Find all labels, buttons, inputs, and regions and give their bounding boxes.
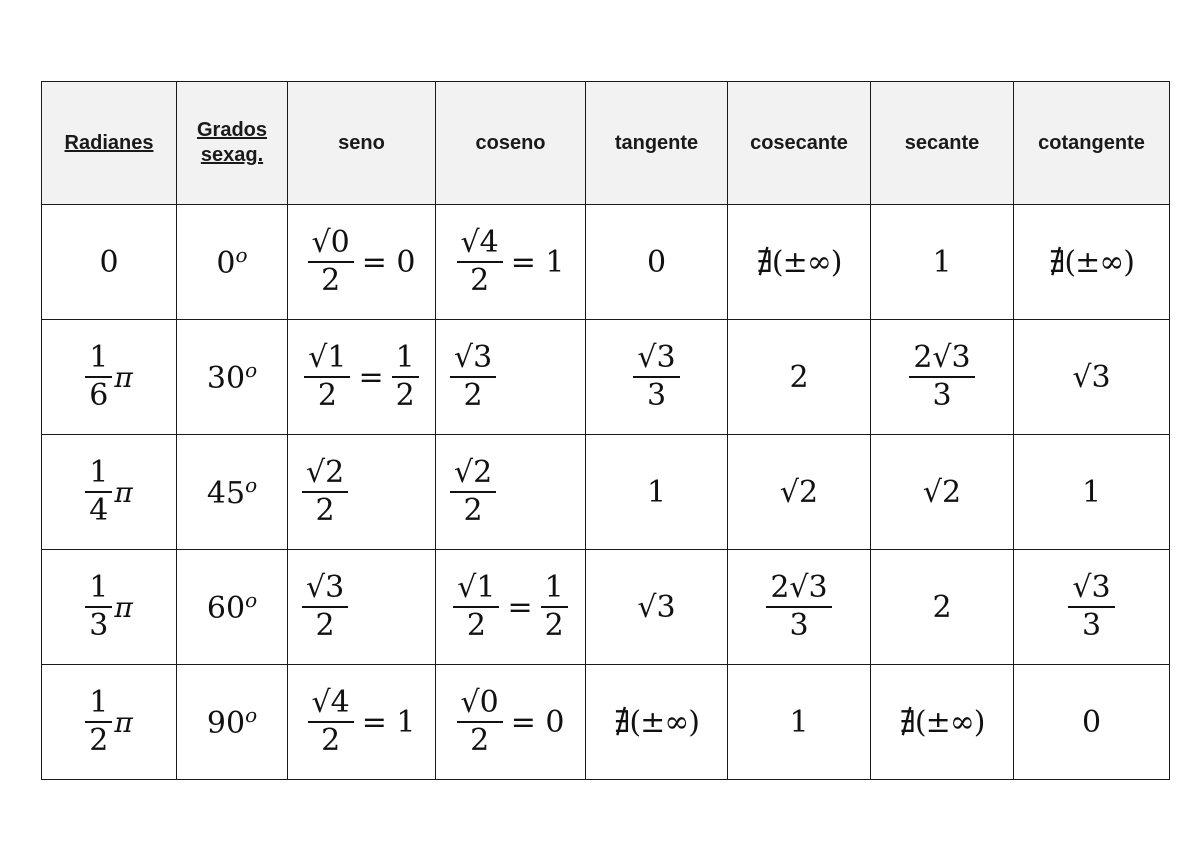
rad-cell: 1 6 π — [42, 320, 177, 435]
trig-values-table — [41, 81, 1170, 780]
cot-cell: $\frac{√3}{3}$ — [1014, 550, 1170, 665]
sec-cell: 1 — [871, 205, 1014, 320]
cot-cell: 0 — [1014, 665, 1170, 780]
sin-cell: $\frac{√1}{2}$ = $\frac{1}{2}$ — [288, 320, 436, 435]
deg-cell: 30$^o$ — [177, 320, 288, 435]
cot-cell: ∄(±∞) — [1014, 205, 1170, 320]
csc-cell: $\frac{2√3}{3}$ — [728, 550, 871, 665]
cos-cell: $\frac{√3}{2}$ — [436, 320, 586, 435]
csc-cell: ∄(±∞) — [728, 205, 871, 320]
cos-cell: $\frac{√1}{2}$ = $\frac{1}{2}$ — [436, 550, 586, 665]
deg-cell: 0$^o$ — [177, 205, 288, 320]
header-cosecante: cosecante — [728, 82, 871, 205]
table-row — [42, 550, 1170, 665]
sec-cell: √2 — [871, 435, 1014, 550]
tan-cell: 1 — [586, 435, 728, 550]
sec-cell: $\frac{2√3}{3}$ — [871, 320, 1014, 435]
rad-cell: 1 3 π — [42, 550, 177, 665]
sin-cell: $\frac{√2}{2}$ — [288, 435, 436, 550]
tan-cell: √3 — [586, 550, 728, 665]
csc-cell: 1 — [728, 665, 871, 780]
sin-cell: $\frac{√0}{2}$ = 0 — [288, 205, 436, 320]
deg-cell: 90$^o$ — [177, 665, 288, 780]
sin-cell: $\frac{√4}{2}$ = 1 — [288, 665, 436, 780]
csc-cell: √2 — [728, 435, 871, 550]
cos-cell: $\frac{√4}{2}$ = 1 — [436, 205, 586, 320]
tan-cell: 0 — [586, 205, 728, 320]
header-coseno: coseno — [436, 82, 586, 205]
tan-cell: $\frac{√3}{3}$ — [586, 320, 728, 435]
table-row — [42, 320, 1170, 435]
header-seno: seno — [288, 82, 436, 205]
deg-cell: 60$^o$ — [177, 550, 288, 665]
header-tangente: tangente — [586, 82, 728, 205]
table-row — [42, 435, 1170, 550]
header-cotangente: cotangente — [1014, 82, 1170, 205]
csc-cell: 2 — [728, 320, 871, 435]
tan-cell: ∄(±∞) — [586, 665, 728, 780]
sec-cell: ∄(±∞) — [871, 665, 1014, 780]
header-secante: secante — [871, 82, 1014, 205]
deg-cell: 45$^o$ — [177, 435, 288, 550]
table-row — [42, 665, 1170, 780]
cos-cell: $\frac{√2}{2}$ — [436, 435, 586, 550]
rad-cell: 0 — [42, 205, 177, 320]
rad-cell: 1 4 π — [42, 435, 177, 550]
cos-cell: $\frac{√0}{2}$ = 0 — [436, 665, 586, 780]
header-row — [42, 82, 1170, 205]
sin-cell: $\frac{√3}{2}$ — [288, 550, 436, 665]
table-row — [42, 205, 1170, 320]
sec-cell: 2 — [871, 550, 1014, 665]
cot-cell: 1 — [1014, 435, 1170, 550]
header-radianes: Radianes — [42, 82, 177, 205]
cot-cell: √3 — [1014, 320, 1170, 435]
rad-cell: 1 2 π — [42, 665, 177, 780]
header-grados: Grados sexag. — [177, 82, 288, 205]
